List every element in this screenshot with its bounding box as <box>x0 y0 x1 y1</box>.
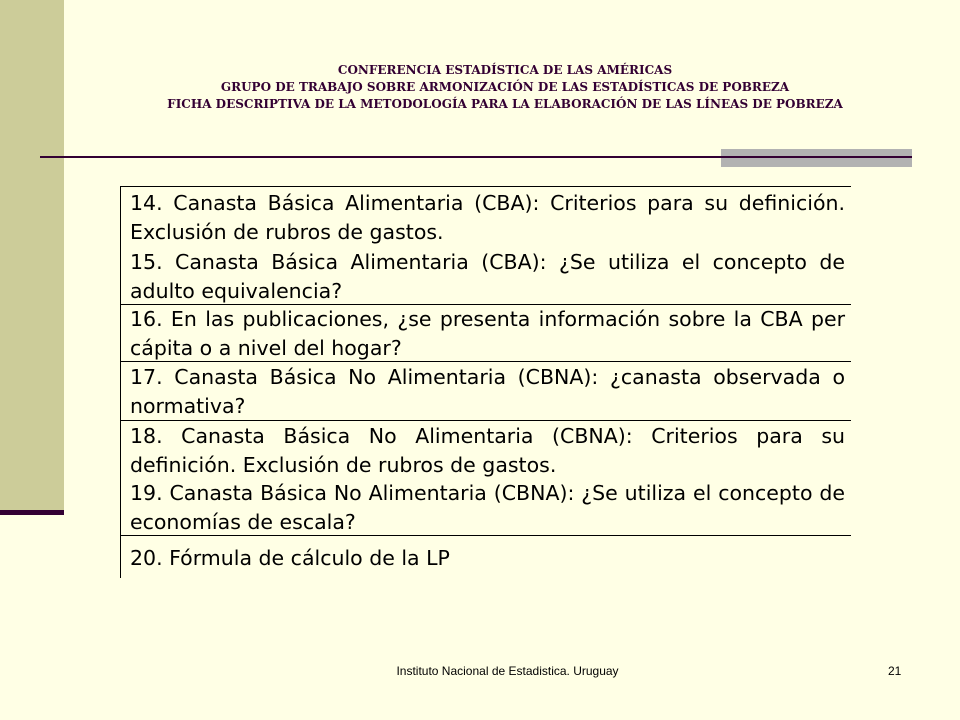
table-row <box>121 303 851 362</box>
header-line-3: FICHA DESCRIPTIVA DE LA METODOLOGÍA PARA LA ELABORACIÓN DE LAS LÍNEAS DE POBREZA <box>167 97 843 111</box>
header-line-1: CONFERENCIA ESTADÍSTICA DE LAS AMÉRICAS <box>337 63 673 77</box>
table-row <box>121 420 851 536</box>
header-line-2: GRUPO DE TRABAJO SOBRE ARMONIZACIÓN DE LAS ESTADÍSTICAS DE POBREZA <box>220 80 790 94</box>
list-item-15: 15. Canasta Básica Alimentaria (CBA): ¿Se utiliza el concepto de adulto equivalencia? <box>130 250 845 303</box>
list-item-14: 14. Canasta Básica Alimentaria (CBA): Criterios para su definición. Exclusión de rubros de gastos. <box>130 191 845 244</box>
table-row <box>121 535 851 578</box>
left-decorative-band <box>0 0 64 512</box>
page-number: 21 <box>888 664 902 678</box>
left-accent-bar <box>0 510 64 515</box>
list-item-20: 20. Fórmula de cálculo de la LP <box>130 546 450 570</box>
list-item-17: 17. Canasta Básica No Alimentaria (CBNA): ¿canasta observada o normativa? <box>130 365 845 418</box>
slide-header <box>70 62 940 113</box>
table-row <box>121 186 851 305</box>
list-item-18: 18. Canasta Básica No Alimentaria (CBNA): Criterios para su definición. Exclusión de rubros de gastos. <box>130 424 845 477</box>
table-row <box>121 361 851 421</box>
list-item-19: 19. Canasta Básica No Alimentaria (CBNA): ¿Se utiliza el concepto de economías de escala? <box>130 481 845 534</box>
list-item-16: 16. En las publicaciones, ¿se presenta información sobre la CBA per cápita o a nivel del hogar? <box>130 307 845 360</box>
header-rule <box>40 156 912 158</box>
header-rule-accent-block <box>721 149 912 167</box>
footer-institution: Instituto Nacional de Estadistica. Uruguay <box>396 664 619 678</box>
items-table <box>120 186 851 578</box>
